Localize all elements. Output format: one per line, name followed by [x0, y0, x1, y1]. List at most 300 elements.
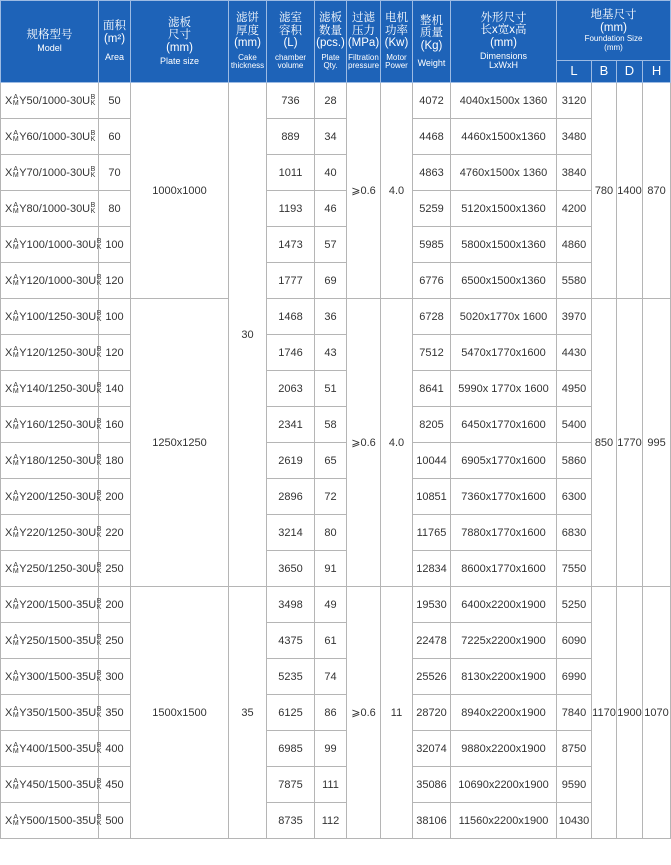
model-cell: [1, 587, 102, 623]
model-subscript: K: [90, 99, 96, 107]
model-series: Y100/1000-30U: [19, 238, 97, 251]
plate-size-cell: 1250x1250: [131, 299, 229, 587]
model-prefix: X: [5, 94, 13, 107]
model-series: Y250/1250-30U: [19, 562, 97, 575]
weight-cell: 25526: [413, 659, 451, 695]
model-subscript: M: [12, 747, 19, 755]
model-superscript: B: [96, 418, 102, 425]
area-cell: 120: [99, 335, 131, 371]
filtration-pressure-cell: ⩾0.6: [347, 299, 381, 587]
model-superscript: A: [13, 166, 19, 173]
plate-qty-cell: 72: [315, 479, 347, 515]
weight-cell: 6728: [413, 299, 451, 335]
model-series: Y250/1500-35U: [19, 634, 97, 647]
header-foundation-size: 地基尺寸 (mm) Foundation Size (mm): [557, 1, 671, 61]
dimensions-cell: 7225x2200x1900: [451, 623, 557, 659]
foundation-l-cell: 6300: [557, 479, 592, 515]
model-superscript: A: [13, 562, 19, 569]
model-prefix: X: [5, 238, 13, 251]
chamber-volume-cell: 3498: [267, 587, 315, 623]
model-suffix-stack: [97, 491, 102, 502]
model-suffix-stack: [13, 671, 19, 682]
foundation-b-cell: 850: [592, 299, 617, 587]
model-subscript: M: [12, 423, 19, 431]
model-prefix: X: [5, 274, 13, 287]
model-superscript: A: [13, 130, 19, 137]
model-superscript: A: [13, 454, 19, 461]
foundation-l-cell: 9590: [557, 767, 592, 803]
model-suffix-stack: [13, 131, 19, 142]
plate-qty-cell: 46: [315, 191, 347, 227]
foundation-l-cell: 7550: [557, 551, 592, 587]
area-cell: 500: [99, 803, 131, 839]
dimensions-cell: 8940x2200x1900: [451, 695, 557, 731]
table-row: [1, 407, 671, 443]
model-subscript: K: [96, 639, 102, 647]
table-row: [1, 335, 671, 371]
model-superscript: B: [96, 454, 102, 461]
model-series: Y80/1000-30U: [19, 202, 91, 215]
chamber-volume-cell: 1746: [267, 335, 315, 371]
model-cell: [1, 623, 102, 659]
model-suffix-stack: [97, 707, 102, 718]
filtration-pressure-cell: ⩾0.6: [347, 83, 381, 299]
table-row: [1, 83, 671, 119]
model-series: Y100/1250-30U: [19, 310, 97, 323]
area-cell: 60: [99, 119, 131, 155]
area-cell: 50: [99, 83, 131, 119]
dimensions-cell: 5120x1500x1360: [451, 191, 557, 227]
model-cell: [1, 659, 102, 695]
model-prefix: X: [5, 526, 13, 539]
model-superscript: A: [13, 598, 19, 605]
plate-size-cell: 1500x1500: [131, 587, 229, 839]
plate-qty-cell: 57: [315, 227, 347, 263]
chamber-volume-cell: 1777: [267, 263, 315, 299]
model-superscript: A: [13, 814, 19, 821]
plate-size-cell: 1000x1000: [131, 83, 229, 299]
model-series: Y180/1250-30U: [19, 454, 97, 467]
model-superscript: B: [90, 130, 96, 137]
model-subscript: K: [90, 171, 96, 179]
plate-qty-cell: 51: [315, 371, 347, 407]
chamber-volume-cell: 1011: [267, 155, 315, 191]
model-prefix: X: [5, 310, 13, 323]
motor-power-cell: 4.0: [381, 83, 413, 299]
model-series: Y120/1000-30U: [19, 274, 97, 287]
foundation-l-cell: 7840: [557, 695, 592, 731]
model-superscript: B: [96, 490, 102, 497]
model-superscript: A: [13, 742, 19, 749]
plate-qty-cell: 99: [315, 731, 347, 767]
plate-qty-cell: 86: [315, 695, 347, 731]
table-row: [1, 371, 671, 407]
table-row: [1, 695, 671, 731]
weight-cell: 22478: [413, 623, 451, 659]
model-series: Y500/1500-35U: [19, 814, 97, 827]
header-motor-power: 电机 功率 (Kw) Motor Power: [381, 1, 413, 83]
table-body: [1, 83, 671, 839]
plate-qty-cell: 43: [315, 335, 347, 371]
model-subscript: M: [12, 603, 19, 611]
model-superscript: A: [13, 274, 19, 281]
chamber-volume-cell: 2896: [267, 479, 315, 515]
model-subscript: M: [12, 819, 19, 827]
weight-cell: 11765: [413, 515, 451, 551]
dimensions-cell: 5470x1770x1600: [451, 335, 557, 371]
plate-qty-cell: 65: [315, 443, 347, 479]
model-superscript: B: [96, 598, 102, 605]
model-suffix-stack: [13, 743, 19, 754]
model-series: Y400/1500-35U: [19, 742, 97, 755]
model-subscript: M: [12, 639, 19, 647]
model-cell: [1, 119, 99, 155]
model-subscript: K: [96, 531, 102, 539]
dimensions-cell: 8130x2200x1900: [451, 659, 557, 695]
dimensions-cell: 6450x1770x1600: [451, 407, 557, 443]
model-superscript: B: [90, 94, 96, 101]
model-subscript: K: [90, 135, 96, 143]
header-cake-thickness: 滤饼 厚度 (mm) Cake thickness: [229, 1, 267, 83]
weight-cell: 35086: [413, 767, 451, 803]
model-cell: [1, 155, 99, 191]
model-subscript: K: [96, 819, 102, 827]
table-row: [1, 263, 671, 299]
dimensions-cell: 7360x1770x1600: [451, 479, 557, 515]
model-cell: [1, 515, 102, 551]
foundation-l-cell: 6990: [557, 659, 592, 695]
model-suffix-stack: [13, 239, 19, 250]
model-cell: [1, 767, 102, 803]
model-suffix-stack: [13, 383, 19, 394]
weight-cell: 8205: [413, 407, 451, 443]
model-prefix: X: [5, 490, 13, 503]
weight-cell: 32074: [413, 731, 451, 767]
model-superscript: A: [13, 238, 19, 245]
foundation-l-cell: 4430: [557, 335, 592, 371]
dimensions-cell: 4040x1500x 1360: [451, 83, 557, 119]
model-prefix: X: [5, 382, 13, 395]
model-cell: [1, 335, 102, 371]
model-prefix: X: [5, 418, 13, 431]
model-subscript: K: [96, 279, 102, 287]
foundation-l-cell: 4200: [557, 191, 592, 227]
cake-thickness-cell: 30: [229, 83, 267, 587]
model-suffix-stack: [97, 635, 102, 646]
model-subscript: K: [96, 747, 102, 755]
chamber-volume-cell: 1468: [267, 299, 315, 335]
model-subscript: K: [96, 711, 102, 719]
header-model: 规格型号 Model: [1, 1, 99, 83]
model-prefix: X: [5, 814, 13, 827]
foundation-d-cell: 1900: [617, 587, 643, 839]
area-cell: 200: [99, 479, 131, 515]
model-superscript: A: [13, 418, 19, 425]
dimensions-cell: 11560x2200x1900: [451, 803, 557, 839]
plate-qty-cell: 49: [315, 587, 347, 623]
foundation-h-cell: 995: [643, 299, 671, 587]
area-cell: 70: [99, 155, 131, 191]
foundation-l-cell: 10430: [557, 803, 592, 839]
model-suffix-stack: [97, 455, 102, 466]
table-row: [1, 119, 671, 155]
plate-qty-cell: 34: [315, 119, 347, 155]
table-row: [1, 551, 671, 587]
table-row: [1, 803, 671, 839]
model-superscript: A: [13, 670, 19, 677]
model-subscript: M: [12, 99, 19, 107]
model-prefix: X: [5, 346, 13, 359]
model-suffix-stack: [97, 815, 102, 826]
model-series: Y140/1250-30U: [19, 382, 97, 395]
plate-qty-cell: 61: [315, 623, 347, 659]
chamber-volume-cell: 1473: [267, 227, 315, 263]
header-foundation-b: B: [592, 61, 617, 83]
chamber-volume-cell: 2619: [267, 443, 315, 479]
plate-qty-cell: 111: [315, 767, 347, 803]
chamber-volume-cell: 2341: [267, 407, 315, 443]
model-subscript: M: [12, 531, 19, 539]
model-superscript: B: [96, 814, 102, 821]
foundation-l-cell: 6090: [557, 623, 592, 659]
model-subscript: M: [12, 279, 19, 287]
dimensions-cell: 8600x1770x1600: [451, 551, 557, 587]
header-chamber-volume: 滤室 容积 (L) chamber volume: [267, 1, 315, 83]
area-cell: 220: [99, 515, 131, 551]
model-cell: [1, 551, 102, 587]
model-suffix-stack: [91, 167, 96, 178]
model-subscript: M: [12, 387, 19, 395]
chamber-volume-cell: 889: [267, 119, 315, 155]
model-subscript: K: [90, 207, 96, 215]
plate-qty-cell: 91: [315, 551, 347, 587]
dimensions-cell: 6905x1770x1600: [451, 443, 557, 479]
model-prefix: X: [5, 130, 13, 143]
model-prefix: X: [5, 598, 13, 611]
dimensions-cell: 5800x1500x1360: [451, 227, 557, 263]
area-cell: 100: [99, 299, 131, 335]
model-superscript: B: [96, 562, 102, 569]
model-subscript: K: [96, 387, 102, 395]
model-superscript: A: [13, 382, 19, 389]
model-suffix-stack: [97, 311, 102, 322]
model-superscript: B: [90, 166, 96, 173]
model-superscript: B: [96, 310, 102, 317]
model-subscript: K: [96, 567, 102, 575]
header-plate-size: 滤板 尺寸 (mm) Plate size: [131, 1, 229, 83]
model-series: Y160/1250-30U: [19, 418, 97, 431]
model-suffix-stack: [13, 419, 19, 430]
model-suffix-stack: [97, 599, 102, 610]
header-foundation-d: D: [617, 61, 643, 83]
weight-cell: 10044: [413, 443, 451, 479]
model-suffix-stack: [13, 311, 19, 322]
model-series: Y450/1500-35U: [19, 778, 97, 791]
model-superscript: B: [96, 382, 102, 389]
dimensions-cell: 7880x1770x1600: [451, 515, 557, 551]
area-cell: 100: [99, 227, 131, 263]
foundation-b-cell: 1170: [592, 587, 617, 839]
chamber-volume-cell: 7875: [267, 767, 315, 803]
model-subscript: K: [96, 603, 102, 611]
chamber-volume-cell: 4375: [267, 623, 315, 659]
table-row: [1, 227, 671, 263]
model-suffix-stack: [97, 671, 102, 682]
model-suffix-stack: [91, 203, 96, 214]
plate-qty-cell: 36: [315, 299, 347, 335]
dimensions-cell: 4760x1500x 1360: [451, 155, 557, 191]
model-subscript: K: [96, 675, 102, 683]
chamber-volume-cell: 3214: [267, 515, 315, 551]
model-subscript: M: [12, 711, 19, 719]
weight-cell: 19530: [413, 587, 451, 623]
weight-cell: 4468: [413, 119, 451, 155]
model-cell: [1, 695, 102, 731]
model-series: Y120/1250-30U: [19, 346, 97, 359]
model-prefix: X: [5, 634, 13, 647]
plate-qty-cell: 40: [315, 155, 347, 191]
plate-qty-cell: 58: [315, 407, 347, 443]
model-superscript: B: [96, 526, 102, 533]
model-cell: [1, 371, 102, 407]
header-plate-qty: 滤板 数量 (pcs.) Plate Qty.: [315, 1, 347, 83]
foundation-l-cell: 5250: [557, 587, 592, 623]
model-subscript: M: [12, 315, 19, 323]
header-weight: 整机 质量 (Kg) Weight: [413, 1, 451, 83]
model-prefix: X: [5, 742, 13, 755]
motor-power-cell: 4.0: [381, 299, 413, 587]
model-suffix-stack: [97, 419, 102, 430]
foundation-l-cell: 5400: [557, 407, 592, 443]
model-superscript: B: [96, 634, 102, 641]
model-cell: [1, 299, 102, 335]
foundation-l-cell: 3480: [557, 119, 592, 155]
chamber-volume-cell: 1193: [267, 191, 315, 227]
table-row: [1, 479, 671, 515]
table-row: [1, 299, 671, 335]
plate-qty-cell: 74: [315, 659, 347, 695]
model-suffix-stack: [13, 347, 19, 358]
model-suffix-stack: [13, 815, 19, 826]
model-subscript: M: [12, 675, 19, 683]
foundation-l-cell: 5860: [557, 443, 592, 479]
model-suffix-stack: [97, 779, 102, 790]
header-foundation-l: L: [557, 61, 592, 83]
model-suffix-stack: [97, 239, 102, 250]
cake-thickness-cell: 35: [229, 587, 267, 839]
model-subscript: K: [96, 783, 102, 791]
foundation-l-cell: 5580: [557, 263, 592, 299]
area-cell: 250: [99, 551, 131, 587]
model-suffix-stack: [13, 563, 19, 574]
model-superscript: B: [96, 742, 102, 749]
model-superscript: B: [96, 778, 102, 785]
model-prefix: X: [5, 202, 13, 215]
area-cell: 400: [99, 731, 131, 767]
model-prefix: X: [5, 454, 13, 467]
model-subscript: M: [12, 783, 19, 791]
model-suffix-stack: [13, 779, 19, 790]
model-prefix: X: [5, 166, 13, 179]
chamber-volume-cell: 3650: [267, 551, 315, 587]
model-superscript: B: [90, 202, 96, 209]
plate-qty-cell: 28: [315, 83, 347, 119]
dimensions-cell: 10690x2200x1900: [451, 767, 557, 803]
model-superscript: B: [96, 274, 102, 281]
header-foundation-h: H: [643, 61, 671, 83]
model-superscript: A: [13, 634, 19, 641]
model-subscript: K: [96, 459, 102, 467]
model-subscript: K: [96, 243, 102, 251]
area-cell: 250: [99, 623, 131, 659]
weight-cell: 5259: [413, 191, 451, 227]
area-cell: 200: [99, 587, 131, 623]
chamber-volume-cell: 5235: [267, 659, 315, 695]
weight-cell: 28720: [413, 695, 451, 731]
model-suffix-stack: [97, 383, 102, 394]
chamber-volume-cell: 6985: [267, 731, 315, 767]
model-superscript: A: [13, 202, 19, 209]
model-suffix-stack: [97, 275, 102, 286]
model-superscript: A: [13, 706, 19, 713]
model-suffix-stack: [13, 527, 19, 538]
model-superscript: B: [96, 670, 102, 677]
table-row: [1, 731, 671, 767]
model-series: Y200/1250-30U: [19, 490, 97, 503]
chamber-volume-cell: 8735: [267, 803, 315, 839]
model-superscript: B: [96, 238, 102, 245]
model-series: Y60/1000-30U: [19, 130, 91, 143]
model-cell: [1, 731, 102, 767]
foundation-d-cell: 1770: [617, 299, 643, 587]
plate-qty-cell: 69: [315, 263, 347, 299]
model-suffix-stack: [97, 527, 102, 538]
weight-cell: 6776: [413, 263, 451, 299]
foundation-l-cell: 8750: [557, 731, 592, 767]
foundation-l-cell: 4860: [557, 227, 592, 263]
dimensions-cell: 4460x1500x1360: [451, 119, 557, 155]
model-series: Y350/1500-35U: [19, 706, 97, 719]
foundation-d-cell: 1400: [617, 83, 643, 299]
model-subscript: K: [96, 351, 102, 359]
table-row: [1, 587, 671, 623]
table-row: [1, 767, 671, 803]
model-prefix: X: [5, 778, 13, 791]
model-subscript: K: [96, 423, 102, 431]
model-subscript: M: [12, 207, 19, 215]
weight-cell: 4863: [413, 155, 451, 191]
model-series: Y50/1000-30U: [19, 94, 91, 107]
table-row: [1, 515, 671, 551]
model-suffix-stack: [91, 95, 96, 106]
foundation-l-cell: 6830: [557, 515, 592, 551]
model-subscript: M: [12, 495, 19, 503]
model-cell: [1, 479, 102, 515]
table-header: [1, 1, 671, 83]
model-subscript: M: [12, 171, 19, 179]
chamber-volume-cell: 2063: [267, 371, 315, 407]
model-cell: [1, 263, 102, 299]
model-subscript: M: [12, 135, 19, 143]
model-cell: [1, 443, 102, 479]
table-row: [1, 443, 671, 479]
foundation-h-cell: 1070: [643, 587, 671, 839]
dimensions-cell: 9880x2200x1900: [451, 731, 557, 767]
model-suffix-stack: [91, 131, 96, 142]
area-cell: 160: [99, 407, 131, 443]
chamber-volume-cell: 736: [267, 83, 315, 119]
header-filtration-pressure: 过滤 压力 (MPa) Filtration pressure: [347, 1, 381, 83]
